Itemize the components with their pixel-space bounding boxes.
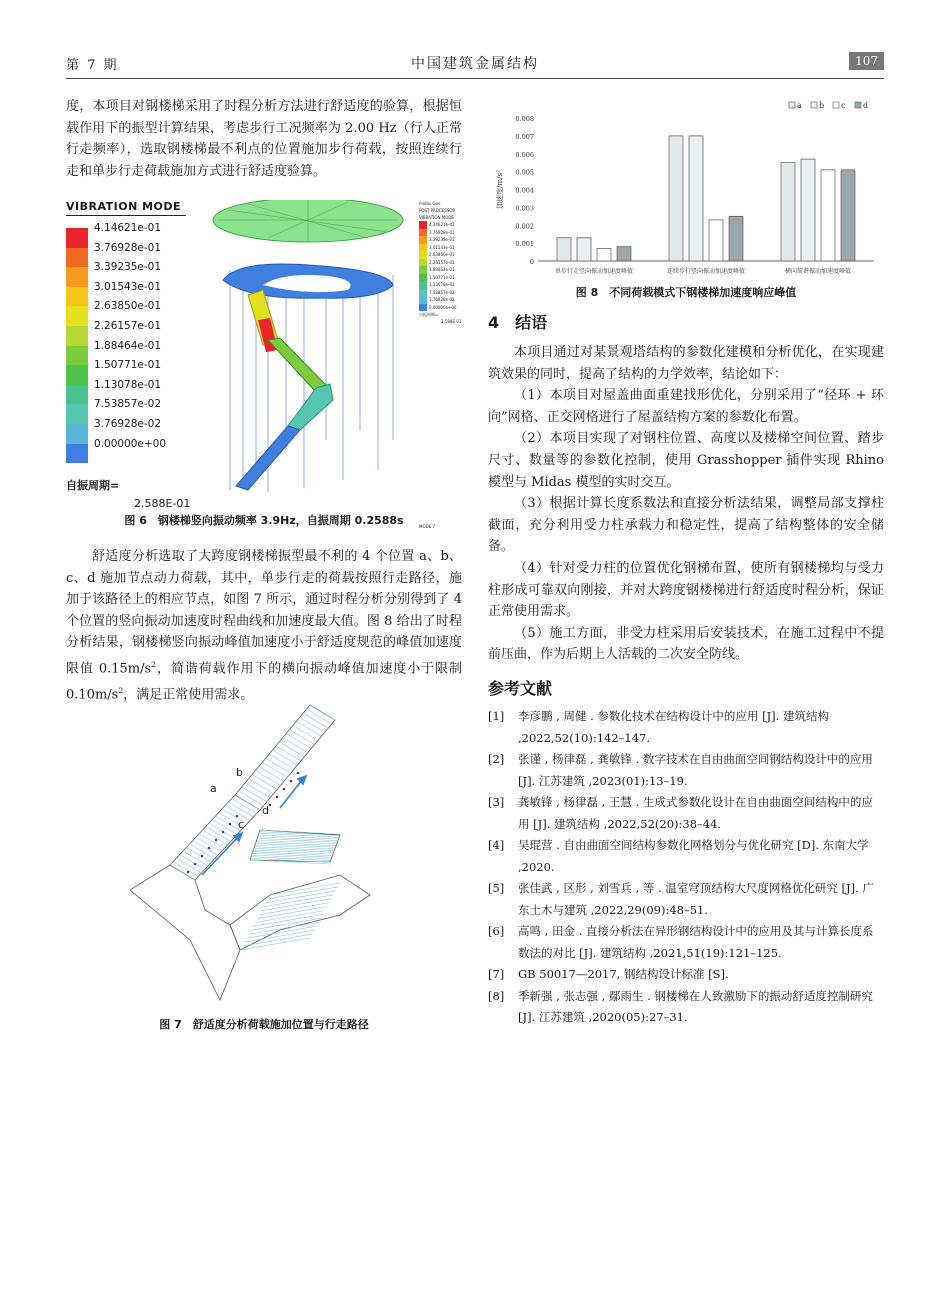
reference-item xyxy=(488,878,884,921)
legend-swatch xyxy=(66,385,88,405)
ref-text: 高鸣 , 田金 . 直接分析法在异形钢结构设计中的应用及其与计算长度系数法的对比 [J]. 建筑结构 ,2021,51(19):121–125. xyxy=(518,924,874,960)
legend-label-b: b xyxy=(819,101,825,110)
label-b: b xyxy=(236,766,243,779)
hatch-line xyxy=(244,930,314,942)
vibration-mode-legend xyxy=(66,200,206,511)
legend-value: 4.14621e-01 xyxy=(94,222,162,234)
ref-number: [5] xyxy=(488,881,505,895)
label-d: d xyxy=(262,804,269,817)
superscript: 2 xyxy=(151,659,157,669)
legend-swatch-b xyxy=(811,102,817,108)
stair-hatch xyxy=(170,705,340,950)
conclusion-item: （4）针对受力柱的位置优化钢梯布置，使所有钢楼梯均与受力柱形成可靠双向刚接，并对大跨度钢楼梯进行舒适度时程分析，保证正常使用需求。 xyxy=(488,560,884,620)
hatch-line xyxy=(307,709,332,724)
para-text: 度，本项目对钢楼梯采用了时程分析方法进行舒适度的验算，根据恒载作用下的振型计算结果，考虑步行工况频率为 2.00 Hz（行人正常行走频率），选取钢楼梯最不利点的位置施加步行荷载，按照连续行走和单步行走荷载施加方式进行舒适度验算。 xyxy=(66,99,462,179)
legend-swatch xyxy=(66,424,88,444)
legend-swatch xyxy=(66,287,88,307)
hatch-line xyxy=(242,787,267,802)
small-legend-value: 1.50771e-01 xyxy=(429,274,455,280)
hatch-line xyxy=(264,895,334,907)
hatch-line xyxy=(252,775,277,790)
y-tick-label: 0.008 xyxy=(515,115,534,123)
y-tick-label: 0.002 xyxy=(515,222,534,231)
y-tick-label: 0.004 xyxy=(515,186,534,195)
ref-text: 季新强 , 张志强 , 鄢雨生 . 钢楼梯在人致激励下的振动舒适度控制研究 [J]. 江苏建筑 ,2020(05):27–31. xyxy=(518,988,873,1024)
legend-swatch-a xyxy=(789,102,795,108)
small-legend-row xyxy=(419,266,463,274)
legend-value: 1.13078e-01 xyxy=(94,378,162,391)
hatch-line xyxy=(253,914,323,926)
hatch-line xyxy=(257,907,327,919)
small-legend-value: 2.63850e-01 xyxy=(429,252,455,257)
legend-swatch xyxy=(66,404,88,424)
reference-list xyxy=(488,706,884,1029)
hatch-line xyxy=(262,762,287,777)
bar-d xyxy=(729,216,743,261)
ref-number: [7] xyxy=(488,967,505,981)
x-tick-label: 横向简谐振动加速度峰值 xyxy=(784,268,852,275)
section-4-title: 4 结语 xyxy=(488,313,548,332)
legend-value: 3.76928e-02 xyxy=(94,417,162,430)
bar-b xyxy=(689,136,703,261)
label-a: a xyxy=(210,782,217,795)
legend-swatch xyxy=(66,346,88,366)
legend-value: 1.50771e-01 xyxy=(94,359,162,372)
legend-swatch xyxy=(66,365,88,385)
legend-swatch xyxy=(66,248,88,268)
small-period-value: 2.588E-01 xyxy=(441,319,462,324)
small-legend-value: 1.88464e-01 xyxy=(429,267,455,272)
hatch-line xyxy=(259,903,329,915)
legend-swatch xyxy=(66,267,88,287)
bar-c xyxy=(821,170,835,261)
hatch-line xyxy=(255,911,325,923)
small-legend-swatch xyxy=(419,244,427,252)
reference-item xyxy=(488,921,884,964)
y-tick-label: 0 xyxy=(529,258,534,266)
hatch-line xyxy=(279,742,304,757)
legend-row xyxy=(66,437,206,464)
conclusion-item: （3）根据计算长度系数法和直接分析法结果，调整局部支撑柱截面，充分利用受力柱承载力和稳定性，提高了结构整体的安全储备。 xyxy=(488,496,884,555)
small-legend-row xyxy=(419,304,463,312)
small-legend-swatch xyxy=(419,289,427,297)
small-legend-swatch xyxy=(419,221,427,229)
hatch-line xyxy=(249,779,274,794)
small-legend-swatch xyxy=(419,236,427,244)
hatch-line xyxy=(255,770,280,785)
figure-7-caption: 图 7 舒适度分析荷载施加位置与行走路径 xyxy=(159,1018,369,1031)
superscript: 2 xyxy=(118,685,124,695)
mode-label: MODE 7 xyxy=(419,524,436,529)
conclusion-item: （2）本项目实现了对钢柱位置、高度以及楼梯空间位置、踏步尺寸、数量等的参数化控制，使用 Grasshopper 插件实现 Rhino 模型与 Midas 模型的实时交互。 xyxy=(488,431,884,490)
small-legend-row xyxy=(419,221,463,229)
reference-item xyxy=(488,749,884,792)
left-para-1 xyxy=(66,96,462,182)
ref-number: [3] xyxy=(488,795,505,809)
small-legend-value: 7.53857e-02 xyxy=(429,289,455,295)
hatch-line xyxy=(310,705,335,720)
conclusion-item: （1）本项目对屋盖曲面重建找形优化，分别采用了“径环 + 环向”网格、正交网格进行了屋盖结构方案的参数化布置。 xyxy=(488,388,884,425)
small-legend-value: 1.13078e-01 xyxy=(429,282,455,287)
legend-swatch xyxy=(66,306,88,326)
small-legend-swatch xyxy=(419,229,427,237)
hatch-line xyxy=(242,934,312,946)
y-tick-label: 0.003 xyxy=(515,204,534,213)
reference-item xyxy=(488,792,884,835)
legend-value: 3.76928e-01 xyxy=(94,241,162,254)
hatch-line xyxy=(245,783,270,798)
legend-value: 1.88464e-01 xyxy=(94,339,162,352)
legend-value: 2.63850e-01 xyxy=(94,300,162,313)
reference-item xyxy=(488,706,884,749)
legend-value: 3.01543e-01 xyxy=(94,280,162,293)
small-legend-row xyxy=(419,236,463,244)
stair-strip-lower xyxy=(130,865,240,1000)
legend-value: 2.26157e-01 xyxy=(94,319,162,332)
hatch-line xyxy=(290,730,315,745)
hatch-line xyxy=(303,713,328,728)
stair-segment xyxy=(268,338,326,390)
legend-swatch xyxy=(66,326,88,346)
legend-swatch-c xyxy=(833,102,839,108)
para-text: ，简谐荷载作用下的横向振动峰值加速度小于限制 0.10m/s xyxy=(66,661,462,703)
issue-label: 第 7 期 xyxy=(66,58,119,73)
ref-number: [6] xyxy=(488,924,505,938)
legend-label-a: a xyxy=(797,101,802,110)
legend-swatch xyxy=(66,444,88,464)
page-number: 107 xyxy=(849,52,884,70)
hatch-line xyxy=(249,922,319,934)
small-legend-row xyxy=(419,229,463,237)
stair-strip-landing xyxy=(230,875,370,950)
hatch-line xyxy=(300,717,325,732)
hatch-line xyxy=(286,734,311,749)
ref-number: [8] xyxy=(488,988,505,1003)
legend-swatch-d xyxy=(855,102,861,108)
vibration-mode-model xyxy=(208,200,418,500)
reference-item xyxy=(488,835,884,878)
x-tick-label: 连续步行竖向振动加速度峰值 xyxy=(666,268,746,275)
small-legend-row xyxy=(419,281,463,289)
para-text: ，满足正常使用需求。 xyxy=(123,687,254,703)
hatch-line xyxy=(296,721,321,736)
small-legend-swatch xyxy=(419,259,427,267)
bar-a xyxy=(781,163,795,261)
hatch-line xyxy=(276,746,301,761)
small-legend-row xyxy=(419,274,463,282)
legend-value: 3.39235e-01 xyxy=(94,261,162,274)
hatch-line xyxy=(283,738,308,753)
y-tick-label: 0.001 xyxy=(515,240,534,249)
small-legend-value: 2.26157e-01 xyxy=(429,259,455,265)
small-legend-swatch xyxy=(419,304,427,312)
midas-small-legend xyxy=(419,200,463,530)
ref-number: [1] xyxy=(488,709,505,723)
small-legend-swatch xyxy=(419,266,427,274)
ref-text: 龚敏锋 , 杨律磊 , 王慧 . 生成式参数化设计在自由曲面空间结构中的应用 [J]. 建筑结构 ,2022,52(20):38–44. xyxy=(518,795,873,831)
walking-path-diagram xyxy=(110,700,450,1010)
hatch-line xyxy=(240,938,310,950)
hatch-line xyxy=(259,766,284,781)
conclusion-item: （5）施工方面，非受力柱采用后安装技术，在施工过程中不提前压曲，作为后期上人活载的二次安全防线。 xyxy=(488,625,884,663)
y-axis-label: 加速度/m/s² xyxy=(496,170,504,209)
small-legend-swatch xyxy=(419,274,427,282)
small-legend-value: 3.76928e-01 xyxy=(429,229,455,235)
small-legend-rows xyxy=(419,221,463,311)
small-legend-swatch xyxy=(419,251,427,259)
small-legend-value: 4.14621e-01 xyxy=(429,222,455,227)
small-title: POST-PROCESSOR xyxy=(419,208,456,213)
small-legend-swatch xyxy=(419,281,427,289)
small-legend-row xyxy=(419,251,463,259)
legend-label-d: d xyxy=(863,101,869,110)
reference-item xyxy=(488,964,884,986)
small-legend-value: 3.01543e-01 xyxy=(429,244,455,250)
bar-a xyxy=(557,238,571,261)
figure-6-caption: 图 6 钢楼梯竖向振动频率 3.9Hz，自振周期 0.2588s xyxy=(124,514,404,527)
label-c: c xyxy=(238,818,245,831)
legend-value: 7.53857e-02 xyxy=(94,398,162,411)
legend-swatch xyxy=(66,228,88,248)
small-legend-value: 0.00000e+00 xyxy=(429,304,457,310)
hatch-line xyxy=(266,891,336,903)
page-header xyxy=(66,52,884,79)
ref-text: 吴琨营 . 自由曲面空间结构参数化网格划分与优化研究 [D]. 东南大学 ,2020. xyxy=(518,838,869,874)
y-tick-label: 0.005 xyxy=(515,168,534,177)
small-title: midas Gen xyxy=(419,201,441,206)
hatch-line xyxy=(269,754,294,769)
bar-a xyxy=(669,136,683,261)
period-value: 2.588E-01 xyxy=(134,497,191,511)
figure-8-caption: 图 8 不同荷载模式下钢楼梯加速度响应峰值 xyxy=(575,286,797,299)
ref-text: 张谨 , 杨律磊 , 龚敏锋 . 数字技术在自由曲面空间钢结构设计中的应用 [J]. 江苏建筑 ,2023(01):13–19. xyxy=(518,752,873,788)
hatch-line xyxy=(266,758,291,773)
ref-number: [2] xyxy=(488,752,505,766)
small-legend-row xyxy=(419,296,463,304)
legend-label-c: c xyxy=(841,101,846,110)
ref-text: GB 50017—2017, 钢结构设计标准 [S]. xyxy=(518,967,729,981)
reference-item xyxy=(488,986,884,1029)
journal-title: 中国建筑金属结构 xyxy=(411,56,539,72)
left-para-2 xyxy=(66,546,462,706)
small-legend-row xyxy=(419,259,463,267)
x-tick-label: 单步行走竖向振动加速度峰值 xyxy=(554,268,634,275)
legend-value: 0.00000e+00 xyxy=(94,437,167,450)
legend-rows xyxy=(66,222,206,463)
hatch-line xyxy=(261,899,331,911)
bar-b xyxy=(801,159,815,261)
section-4-body xyxy=(488,342,884,666)
hatch-line xyxy=(238,791,263,806)
small-title: VIBRATION MODE xyxy=(419,215,454,220)
small-legend-value: 3.76928e-02 xyxy=(429,297,455,302)
bar-d xyxy=(841,170,855,261)
section-4-intro: 本项目通过对某景观塔结构的参数化建模和分析优化，在实现建筑效果的同时，提高了结构的力学效率，结论如下： xyxy=(488,345,884,382)
period-label: 自振周期= xyxy=(66,479,120,493)
small-legend-swatch xyxy=(419,296,427,304)
legend-title: VIBRATION MODE xyxy=(66,200,186,216)
bar-d xyxy=(617,247,631,261)
references-title: 参考文献 xyxy=(488,679,553,698)
ref-text: 张佳武 , 区形 , 刘雪兵 , 等 . 温室穹顶结构大尺度网格优化研究 [J]. 广东土木与建筑 ,2022,29(09):48–51. xyxy=(518,881,874,917)
para-text: 舒适度分析选取了大跨度钢楼梯振型最不利的 4 个位置 a、b、c、d 施加节点动力荷载，其中，单步行走的荷载按照行走路径，施加于该路径上的相应节点，如图 7 所示，通过时程分析分别得到了 4 个位置的竖向振动加速度时程曲线和加速度最大值。图 8 给出了时程分析结果，钢楼梯竖向振动峰值加速度小于舒适度规范的峰值加速度限值 0.15m/s xyxy=(66,549,462,677)
y-tick-label: 0.006 xyxy=(515,150,534,159)
bar-b xyxy=(577,238,591,261)
acceleration-bar-chart xyxy=(488,96,884,281)
hatch-line xyxy=(273,750,298,765)
bar-c xyxy=(709,220,723,261)
small-legend-row xyxy=(419,244,463,252)
ref-number: [4] xyxy=(488,838,505,852)
y-tick-label: 0.007 xyxy=(515,132,534,141)
hatch-line xyxy=(246,926,316,938)
small-legend-value: 3.39235e-01 xyxy=(429,237,455,242)
small-period-label: 自振周期= xyxy=(419,312,439,317)
ref-text: 李彦鹏 , 周健 . 参数化技术在结构设计中的应用 [J]. 建筑结构 ,2022,52(10):142–147. xyxy=(518,709,829,745)
small-legend-row xyxy=(419,289,463,297)
bar-c xyxy=(597,248,611,261)
hatch-line xyxy=(293,725,318,740)
